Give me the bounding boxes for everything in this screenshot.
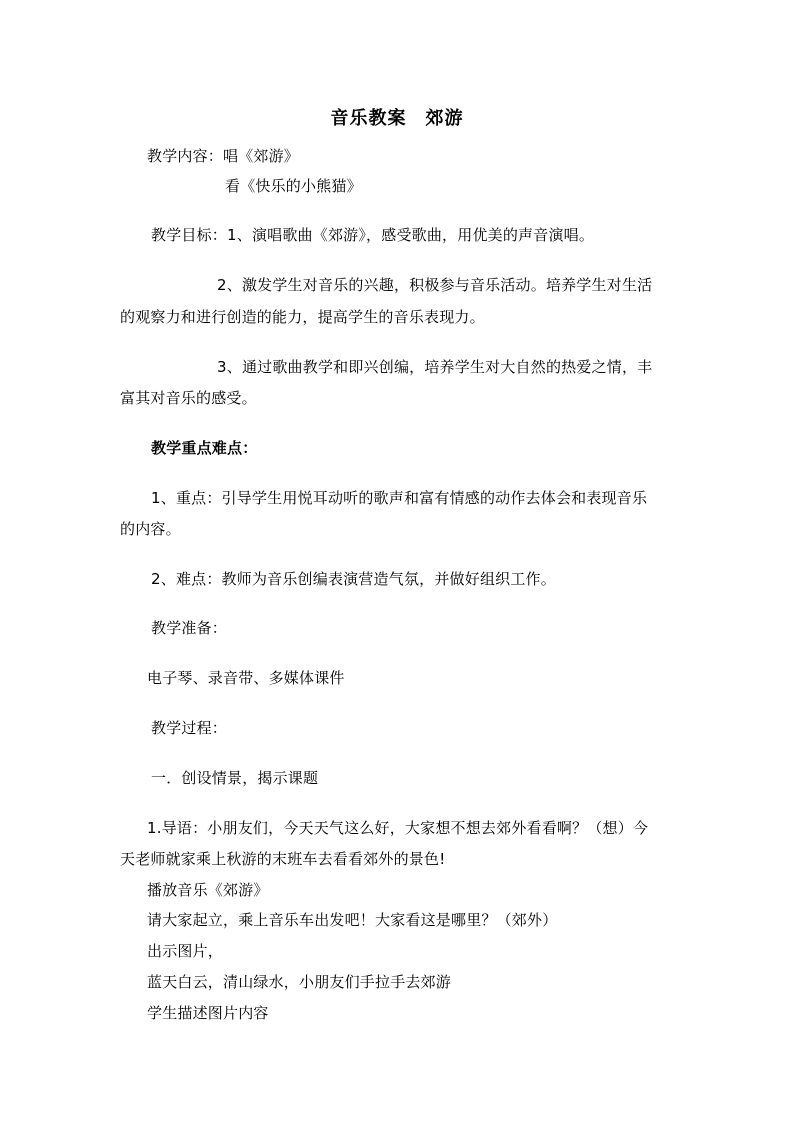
goal-line-3a: 3、通过歌曲教学和即兴创编，培养学生对大自然的热爱之情，丰 bbox=[217, 358, 653, 376]
preparation-items: 电子琴、录音带、多媒体课件 bbox=[147, 669, 345, 687]
intro-line-b: 天老师就家乘上秋游的末班车去看看郊外的景色! bbox=[120, 850, 446, 868]
scene-line: 蓝天白云，清山绿水，小朋友们手拉手去郊游 bbox=[147, 973, 452, 991]
stand-up-line: 请大家起立，乘上音乐车出发吧！大家看这是哪里？（郊外） bbox=[147, 911, 558, 929]
key-points-heading: 教学重点难点： bbox=[151, 439, 258, 457]
key-point-2: 2、难点：教师为音乐创编表演营造气氛，并做好组织工作。 bbox=[151, 570, 556, 588]
describe-line: 学生描述图片内容 bbox=[147, 1004, 269, 1022]
goal-line-1: 教学目标：1、演唱歌曲《郊游》，感受歌曲，用优美的声音演唱。 bbox=[151, 226, 595, 244]
key-point-1a: 1、重点：引导学生用悦耳动听的歌声和富有情感的动作去体会和表现音乐 bbox=[151, 489, 648, 507]
goal-line-2a: 2、激发学生对音乐的兴趣，积极参与音乐活动。培养学生对生活 bbox=[217, 276, 653, 294]
content-line-1: 教学内容：唱《郊游》 bbox=[147, 147, 300, 165]
page-title: 音乐教案 郊游 bbox=[330, 108, 464, 129]
play-music-line: 播放音乐《郊游》 bbox=[147, 881, 269, 899]
show-picture-line: 出示图片， bbox=[147, 942, 224, 960]
process-heading: 教学过程： bbox=[151, 719, 228, 737]
content-line-2: 看《快乐的小熊猫》 bbox=[225, 177, 362, 195]
process-step-1: 一．创设情景，揭示课题 bbox=[151, 769, 319, 787]
intro-line-a: 1.导语：小朋友们，今天天气这么好，大家想不想去郊外看看啊？（想）今 bbox=[147, 819, 649, 837]
key-point-1b: 的内容。 bbox=[120, 520, 181, 538]
preparation-heading: 教学准备： bbox=[151, 619, 228, 637]
goal-line-3b: 富其对音乐的感受。 bbox=[120, 389, 257, 407]
goal-line-2b: 的观察力和进行创造的能力，提高学生的音乐表现力。 bbox=[120, 308, 485, 326]
